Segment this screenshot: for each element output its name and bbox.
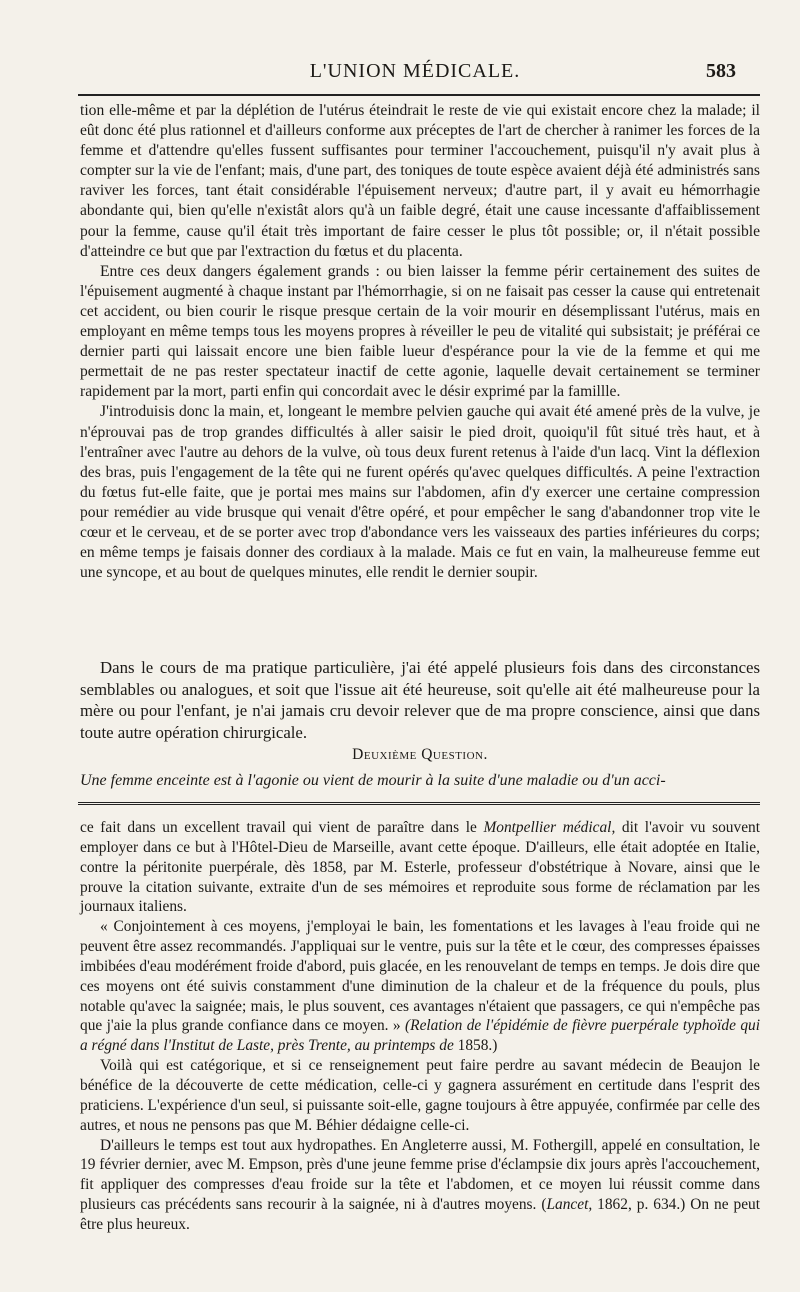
text-run: D'ailleurs le temps est tout aux hydropathes. En Angleterre aussi, M. Fothergill, appelé en consultation, le 19 février dernier, avec M. Empson, près d'une jeune femme prise d'éclampsie dix jours après l'accouchement, fit appliquer des compresses d'eau froide sur la tête et l'abdomen, et ce moyen lui réussit comme dans plusieurs cas précédents sans recourir à la saignée, ni à d'autres moyens. ( (80, 1136, 760, 1214)
reference-journal: Lancet, (546, 1196, 593, 1214)
paragraph-quotation (80, 917, 760, 1056)
text-run: 1862, p. 634.) On ne peut être plus heureux. (80, 1196, 760, 1233)
paragraph-categorique: Voilà qui est catégorique, et si ce renseignement peut faire perdre au savant médecin de Beaujon le bénéfice de la découverte de cette médication, celle-ci y gagnera assurément en certitude dans l'esprit des praticiens. L'expérience d'un seul, si puissante soit-elle, gagne toujours à être appuyée, confirmée par celle des autres, et nous ne pensons pas que M. Béhier dédaigne celle-ci. (80, 1057, 760, 1134)
practice-paragraph-block (80, 657, 760, 743)
upper-text-block (80, 101, 760, 583)
page-header (90, 60, 740, 90)
text-run: dit l'avoir vu souvent employer dans ce but à l'Hôtel-Dieu de Marseille, avant cette époque. D'ailleurs, elle était adoptée en Italie, contre la péritonite puerpérale, dès 1858, par M. Esterle, professeur d'obstétrique à Novare, ainsi que le prouve la citation suivante, extraite d'un de ses mémoires et reproduite sous forme de réclamation par les journaux italiens. (80, 819, 760, 916)
paragraph-hydropathes (80, 1136, 760, 1235)
quotation-text: « Conjointement à ces moyens, j'employai le bain, les fomentations et les lavages à l'eau froide qui ne peuvent être assez recommandés. J'appliquai sur le ventre, puis sur la tête et le cœur, des compresses épaisses imbibées d'eau modérément froide d'abord, puis glacée, en les renouvelant de temps en temps. Je dois dire que ces moyens ont été suivis constamment d'une diminution de la chaleur et de la fréquence du pouls, plus notable qu'avec la saignée; mais, le plus souvent, ces avantages n'étaient que passagers, ce qui n'empêche pas que j'aie la plus grande confiance dans ce moyen. » (80, 918, 760, 1035)
paragraph-extraction: J'introduisis donc la main, et, longeant le membre pelvien gauche qui avait été amené près de la vulve, je n'éprouvai pas de trop grandes difficultés à aller saisir le pied droit, quoiqu'il fût situé très haut, et à l'entraîner avec l'autre au dehors de la vulve, où tous deux furent retenus à l'aide d'un lacq. Vint la déflexion des bras, puis l'engagement de la tête qui ne furent opérés qu'avec quelques difficultés. A peine l'extraction du fœtus fut-elle faite, que je portai mes mains sur l'abdomen, afin d'y exercer une certaine compression pour remédier au vide brusque qui venait d'être opéré, et pour empêcher le sang d'abandonner trop vite le cœur et le cerveau, et de se porter avec trop d'abondance vers les vaisseaux des parties inférieures du corps; en même temps je faisais donner des cordiaux à la malade. Mais ce fut en vain, la malheureuse femme eut une syncope, et au bout de quelques minutes, elle rendit le dernier soupir. (80, 403, 760, 582)
paragraph-continued: tion elle-même et par la déplétion de l'utérus éteindrait le reste de vie qui existait encore chez la malade; il eût donc été plus rationnel et d'ailleurs conforme aux préceptes de l'art de chercher à ranimer les forces de la femme et d'attendre qu'elles fussent suffisantes pour terminer l'accouchement, puisqu'il n'y avait plus à compter sur la vie de l'enfant; mais, d'une part, des toniques de toute espèce avaient déjà été administrés sans raviver les forces, tant était considérable l'épuisement nerveux; d'autre part, il y avait eu hémorrhagie abondante qui, bien qu'elle n'existât alors qu'à un faible degré, était une cause incessante d'affaiblissement pour la femme, cause qu'il était très important de faire cesser le plus tôt possible; or, il n'était possible d'atteindre ce but que par l'extraction du fœtus et du placenta. (80, 102, 760, 260)
running-title: L'UNION MÉDICALE. (309, 60, 521, 82)
journal-title: Montpellier médical, (483, 819, 616, 836)
section-heading: Deuxième Question. (352, 746, 488, 763)
section-divider (78, 802, 760, 808)
citation-text: (Relation de l'épidémie de fièvre puerpérale typhoïde qui a régné dans l'Institut de Laste, près Trente, au printemps de (80, 1017, 760, 1055)
header-rule (78, 94, 760, 96)
paragraph-dangers: Entre ces deux dangers également grands : ou bien laisser la femme périr certainement des suites de l'épuisement augmenté à chaque instant par l'hémorrhagie, si on ne faisait pas cesser la cause qui entretenait cet accident, ou bien courir le risque presque certain de la voir mourir en désemplissant l'utérus, mais en employant en même temps tous les moyens propres à réveiller le peu de vitalité qui subsistait; je préférai ce dernier parti qui laissait encore une bien faible lueur d'espérance pour la vie de la femme et qui me permettait de ne pas rester spectateur inactif de cette agonie, laquelle devait certainement se terminer rapidement par la mort, parti enfin qui concordait avec le désir exprimé par la famillle. (80, 262, 760, 401)
page-number: 583 (706, 60, 736, 82)
question-text: Une femme enceinte est à l'agonie ou vient de mourir à la suite d'une maladie ou d'un acci- (80, 772, 666, 789)
text-run: ce fait dans un excellent travail qui vient de paraître dans le (80, 819, 484, 836)
lower-text-block (80, 818, 760, 1235)
paragraph-practice: Dans le cours de ma pratique particulière, j'ai été appelé plusieurs fois dans des circonstances semblables ou analogues, et soit que l'issue ait été heureuse, soit qu'elle ait été malheureuse pour la mère ou pour l'enfant, je n'ai jamais cru devoir relever que de ma propre conscience, ainsi que dans toute autre opération chirurgicale. (80, 658, 760, 742)
paragraph-montpellier (80, 818, 760, 917)
citation-year: 1858.) (457, 1037, 498, 1055)
